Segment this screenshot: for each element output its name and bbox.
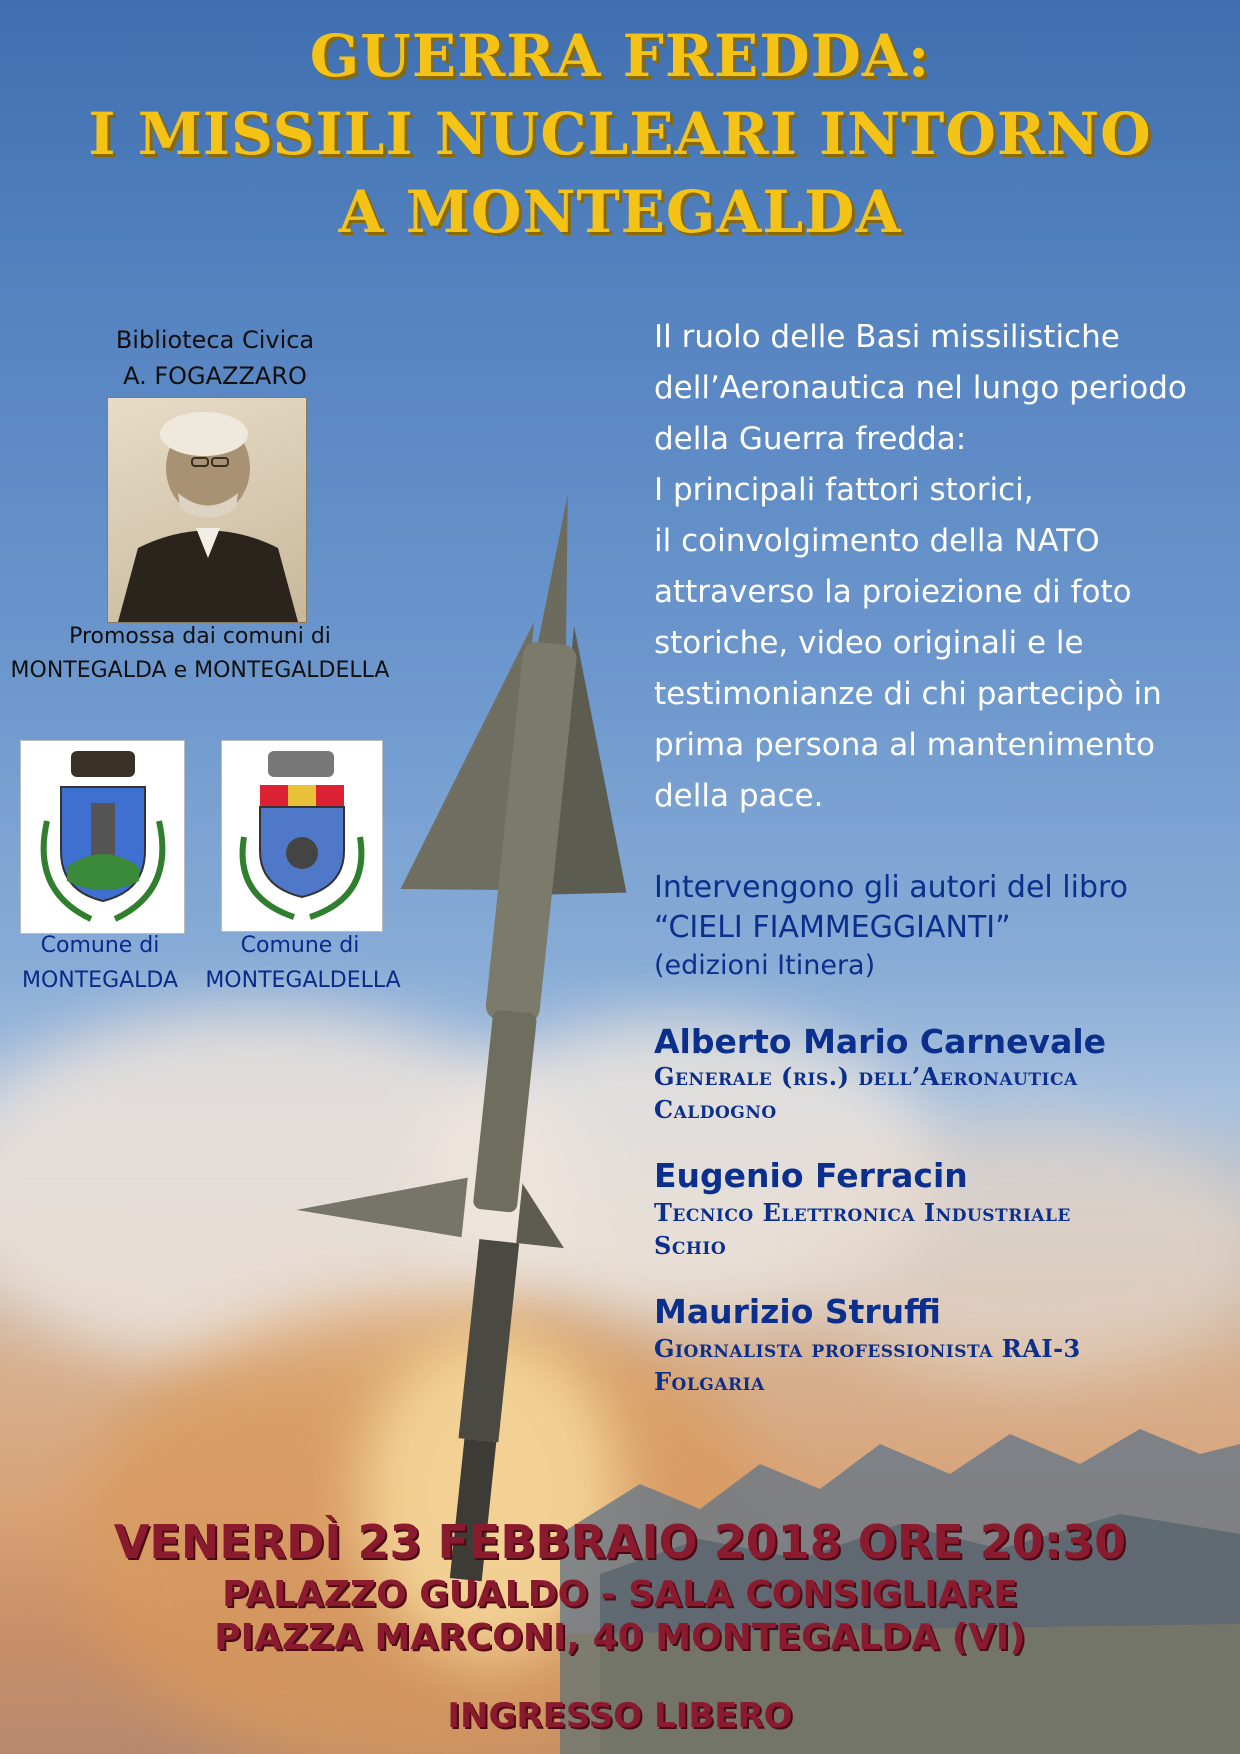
promoted-by: Promossa dai comuni di (69, 624, 331, 649)
description-line: Il ruolo delle Basi missilistiche (654, 319, 1120, 355)
comune-name: MONTEGALDELLA (205, 968, 401, 993)
description-line: storiche, video originali e le (654, 625, 1084, 661)
speaker-role: Tecnico Elettronica Industriale (654, 1198, 1071, 1227)
montegaldella-coat-of-arms (221, 740, 383, 932)
description-line: testimonianze di chi partecipò in (654, 676, 1162, 712)
speaker-place: Folgaria (654, 1367, 765, 1396)
speakers-intro (654, 868, 1224, 984)
comune-label: Comune di (240, 933, 360, 958)
montegalda-coat-of-arms (20, 740, 185, 934)
title-line-1: GUERRA FREDDA: (309, 22, 931, 90)
fogazzaro-portrait (107, 397, 307, 623)
promoting-towns: MONTEGALDA e MONTEGALDELLA (10, 658, 390, 683)
library-name: Biblioteca Civica (115, 326, 315, 354)
speaker-place: Caldogno (654, 1095, 777, 1124)
speaker-name: Alberto Mario Carnevale (654, 1022, 1107, 1061)
description-line: della pace. (654, 778, 824, 814)
free-entry-notice: INGRESSO LIBERO (447, 1696, 793, 1736)
speaker-place: Schio (654, 1231, 727, 1260)
comune-name: MONTEGALDA (21, 968, 179, 993)
event-address: PIAZZA MARCONI, 40 MONTEGALDA (VI) (214, 1617, 1026, 1658)
description-line: dell’Aeronautica nel lungo periodo (654, 370, 1187, 406)
speaker-role: Giornalista professionista RAI-3 (654, 1334, 1081, 1363)
library-dedication: A. FOGAZZARO (123, 362, 307, 390)
comune-label: Comune di (40, 933, 160, 958)
publisher: (edizioni Itinera) (654, 950, 876, 981)
title-line-2: I MISSILI NUCLEARI INTORNO (88, 100, 1152, 168)
speaker-name: Eugenio Ferracin (654, 1156, 968, 1195)
event-description (654, 312, 1234, 822)
description-line: della Guerra fredda: (654, 421, 967, 457)
book-title: “CIELI FIAMMEGGIANTI” (654, 910, 1011, 945)
description-line: prima persona al mantenimento (654, 727, 1156, 763)
description-line: attraverso la proiezione di foto (654, 574, 1132, 610)
speaker-name: Maurizio Struffi (654, 1292, 941, 1331)
intro-line: Intervengono gli autori del libro (654, 870, 1129, 905)
description-line: I principali fattori storici, (654, 472, 1034, 508)
event-venue: PALAZZO GUALDO - SALA CONSIGLIARE (222, 1574, 1018, 1615)
title-line-3: A MONTEGALDA (338, 178, 902, 246)
speaker-role: Generale (ris.) dell’Aeronautica (654, 1062, 1078, 1091)
description-line: il coinvolgimento della NATO (654, 523, 1100, 559)
event-date-time: VENERDÌ 23 FEBBRAIO 2018 ORE 20:30 (113, 1515, 1127, 1569)
